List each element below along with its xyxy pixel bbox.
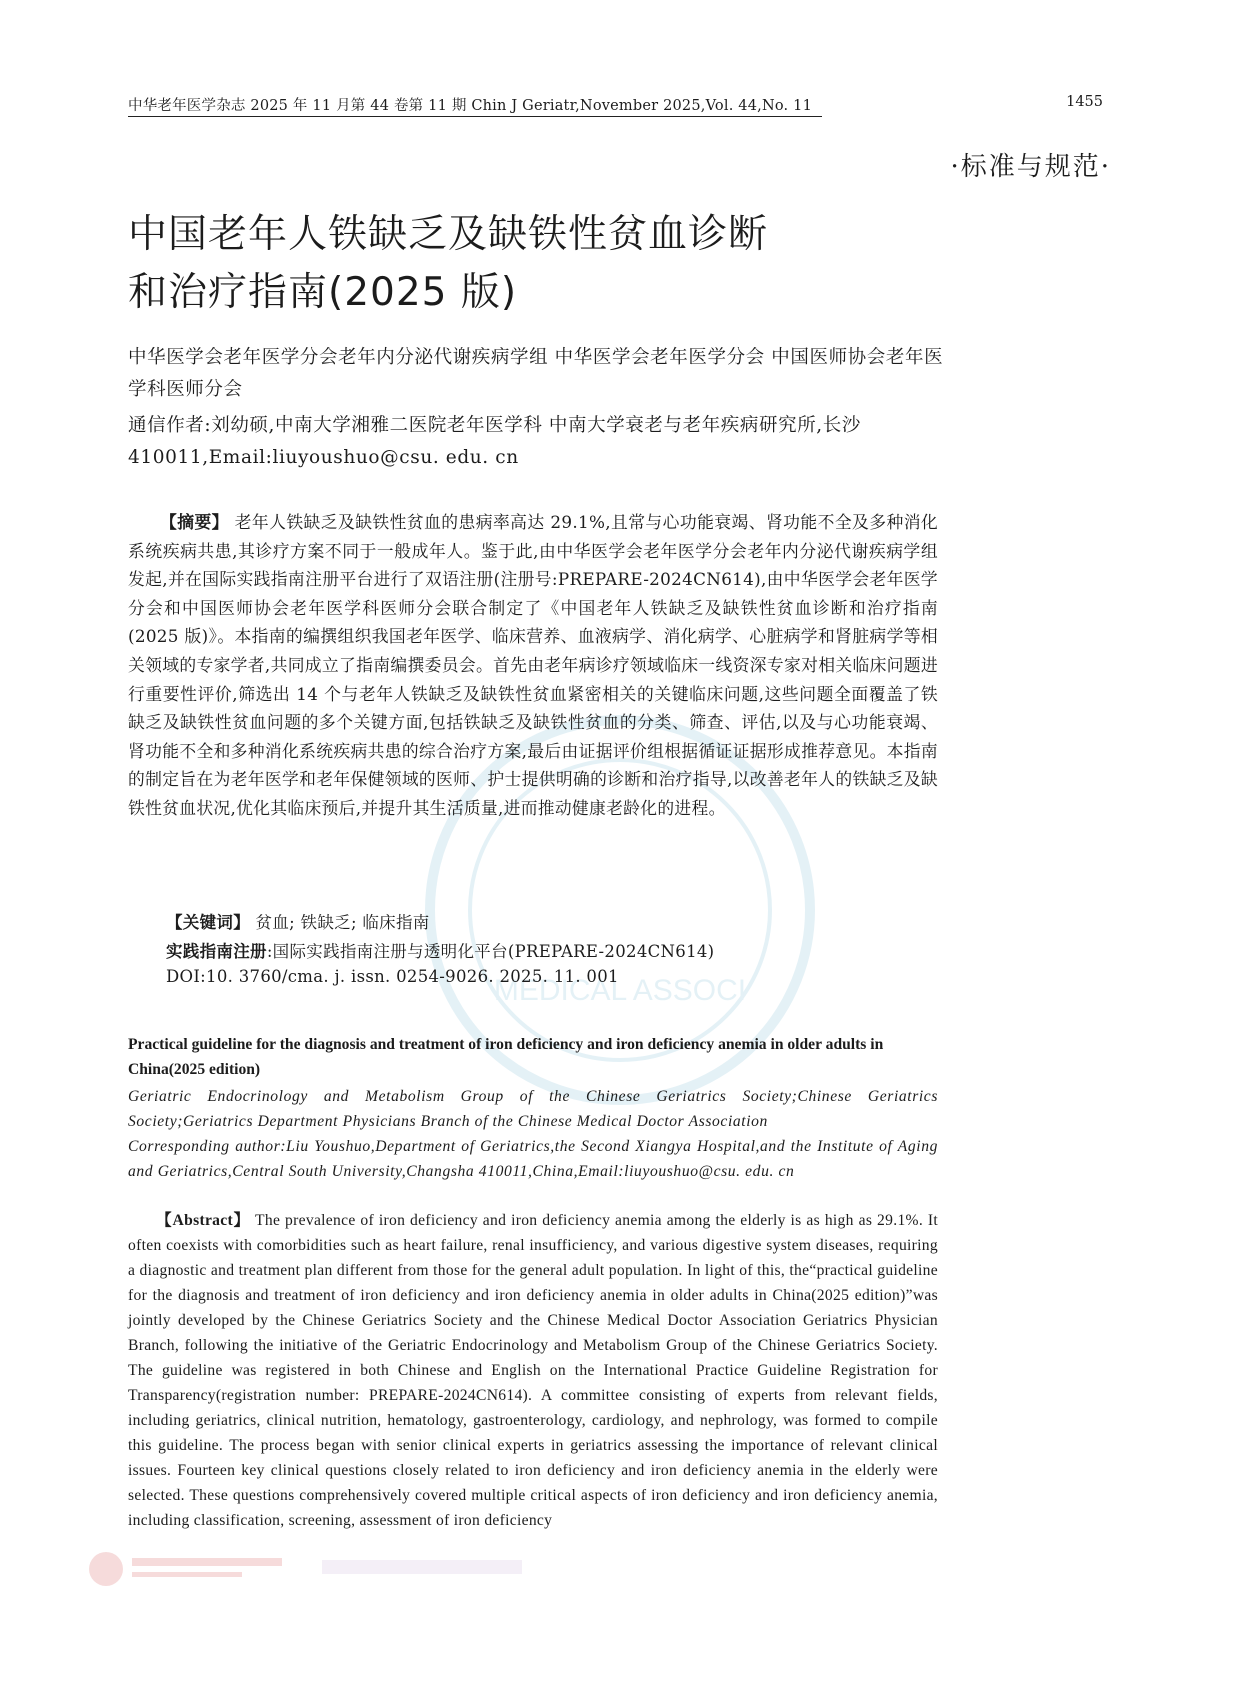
keywords-line xyxy=(166,909,430,933)
title-line-1: 中国老年人铁缺乏及缺铁性贫血诊断 xyxy=(128,212,769,257)
english-abstract-text: The prevalence of iron deficiency and iron deficiency anemia among the elderly is as high as 29.1%. It often coexists with comorbidities such as heart failure, renal insufficiency, and various digestive system diseases, requiring a diagnostic and treatment plan different from those for the general adult population. In light of this, the“practical guideline for the diagnosis and treatment of iron deficiency and iron deficiency anemia in older adults in China(2025 edition)”was jointly developed by the Chinese Geriatrics Society and the Chinese Medical Doctor Association Geriatrics Physician Branch, following the initiative of the Geriatric Endocrinology and Metabolism Group of the Chinese Geriatrics Society. The guideline was registered in both Chinese and English on the International Practice Guideline Registration for Transparency(registration number: PREPARE-2024CN614). A committee consisting of experts from relevant fields, including geriatrics, clinical nutrition, hematology, gastroenterology, cardiology, and nephrology, was formed to compile this guideline. The process began with senior clinical experts in geriatrics assessing the importance of relevant clinical issues. Fourteen key clinical questions closely related to iron deficiency and iron deficiency anemia in the elderly were selected. These questions comprehensively covered multiple critical aspects of iron deficiency and iron deficiency anemia, including classification, screening, assessment of iron deficiency xyxy=(128,1212,939,1529)
page-number: 1455 xyxy=(1066,94,1103,110)
article-title xyxy=(128,206,988,322)
watermark-text: MEDICAL ASSOCI xyxy=(493,974,747,1007)
registration-text: :国际实践指南注册与透明化平台(PREPARE-2024CN614) xyxy=(266,942,715,961)
corresponding-author: 通信作者:刘幼硕,中南大学湘雅二医院老年医学科 中南大学衰老与老年疾病研究所,长沙 410011,Email:liuyoushuo@csu. edu. cn xyxy=(128,415,861,468)
keywords-text: 贫血; 铁缺乏; 临床指南 xyxy=(255,913,430,932)
publisher-logo-watermark xyxy=(86,1548,546,1590)
abstract-label: 【摘要】 xyxy=(160,512,229,532)
header-rule xyxy=(128,116,822,117)
english-abstract xyxy=(128,1208,938,1533)
keywords-label: 【关键词】 xyxy=(166,913,250,932)
abstract-text: 老年人铁缺乏及缺铁性贫血的患病率高达 29.1%,且常与心功能衰竭、肾功能不全及多种消化系统疾病共患,其诊疗方案不同于一般成年人。鉴于此,由中华医学会老年医学分会老年内分泌代谢疾病学组发起,并在国际实践指南注册平台进行了双语注册(注册号:PREPARE-2024CN614),由中华医学会老年医学分会和中国医师协会老年医学科医师分会联合制定了《中国老年人铁缺乏及缺铁性贫血诊断和治疗指南(2025 版)》。本指南的编撰组织我国老年医学、临床营养、血液病学、消化病学、心脏病学和肾脏病学等相关领域的专家学者,共同成立了指南编撰委员会。首先由老年病诊疗领域临床一线资深专家对相关临床问题进行重要性评价,筛选出 14 个与老年人铁缺乏及缺铁性贫血紧密相关的关键临床问题,这些问题全面覆盖了铁缺乏及缺铁性贫血问题的多个关键方面,包括铁缺乏及缺铁性贫血的分类、筛查、评估,以及与心功能衰竭、肾功能不全和多种消化系统疾病共患的综合治疗方案,最后由证据评价组根据循证证据形成推荐意见。本指南的制定旨在为老年医学和老年保健领域的医师、护士提供明确的诊断和治疗指导,以改善老年人的铁缺乏及缺铁性贫血状况,优化其临床预后,并提升其生活质量,进而推动健康老龄化的进程。 xyxy=(128,512,939,818)
doi-line: DOI:10. 3760/cma. j. issn. 0254-9026. 2025. 11. 001 xyxy=(166,967,619,986)
english-corresponding-author: Corresponding author:Liu Youshuo,Department of Geriatrics,the Second Xiangya Hospital,and the Institute of Aging and Geriatrics,Central South University,Changsha 410011,China,Email:liuyoushuo@csu. edu. cn xyxy=(128,1138,938,1180)
english-title: Practical guideline for the diagnosis and treatment of iron deficiency and iron deficiency anemia in older adults in China(2025 edition) xyxy=(128,1036,884,1078)
section-tag: ·标准与规范· xyxy=(950,152,1111,182)
running-header xyxy=(128,94,1103,118)
journal-citation: 中华老年医学杂志 2025 年 11 月第 44 卷第 11 期 Chin J Geriatr,November 2025,Vol. 44,No. 11 xyxy=(128,98,812,114)
chinese-abstract xyxy=(128,508,938,823)
english-abstract-label: 【Abstract】 xyxy=(156,1212,251,1229)
author-groups: 中华医学会老年医学分会老年内分泌代谢疾病学组 中华医学会老年医学分会 中国医师协会老年医学科医师分会 xyxy=(128,347,944,400)
english-author-groups: Geriatric Endocrinology and Metabolism Group of the Chinese Geriatrics Society;Chinese Geriatrics Society;Geriatrics Department Physicians Branch of the Chinese Medical Doctor Association xyxy=(128,1088,938,1130)
registration-label: 实践指南注册 xyxy=(166,942,267,961)
registration-line xyxy=(166,938,714,962)
title-line-2: 和治疗指南(2025 版) xyxy=(128,270,518,315)
